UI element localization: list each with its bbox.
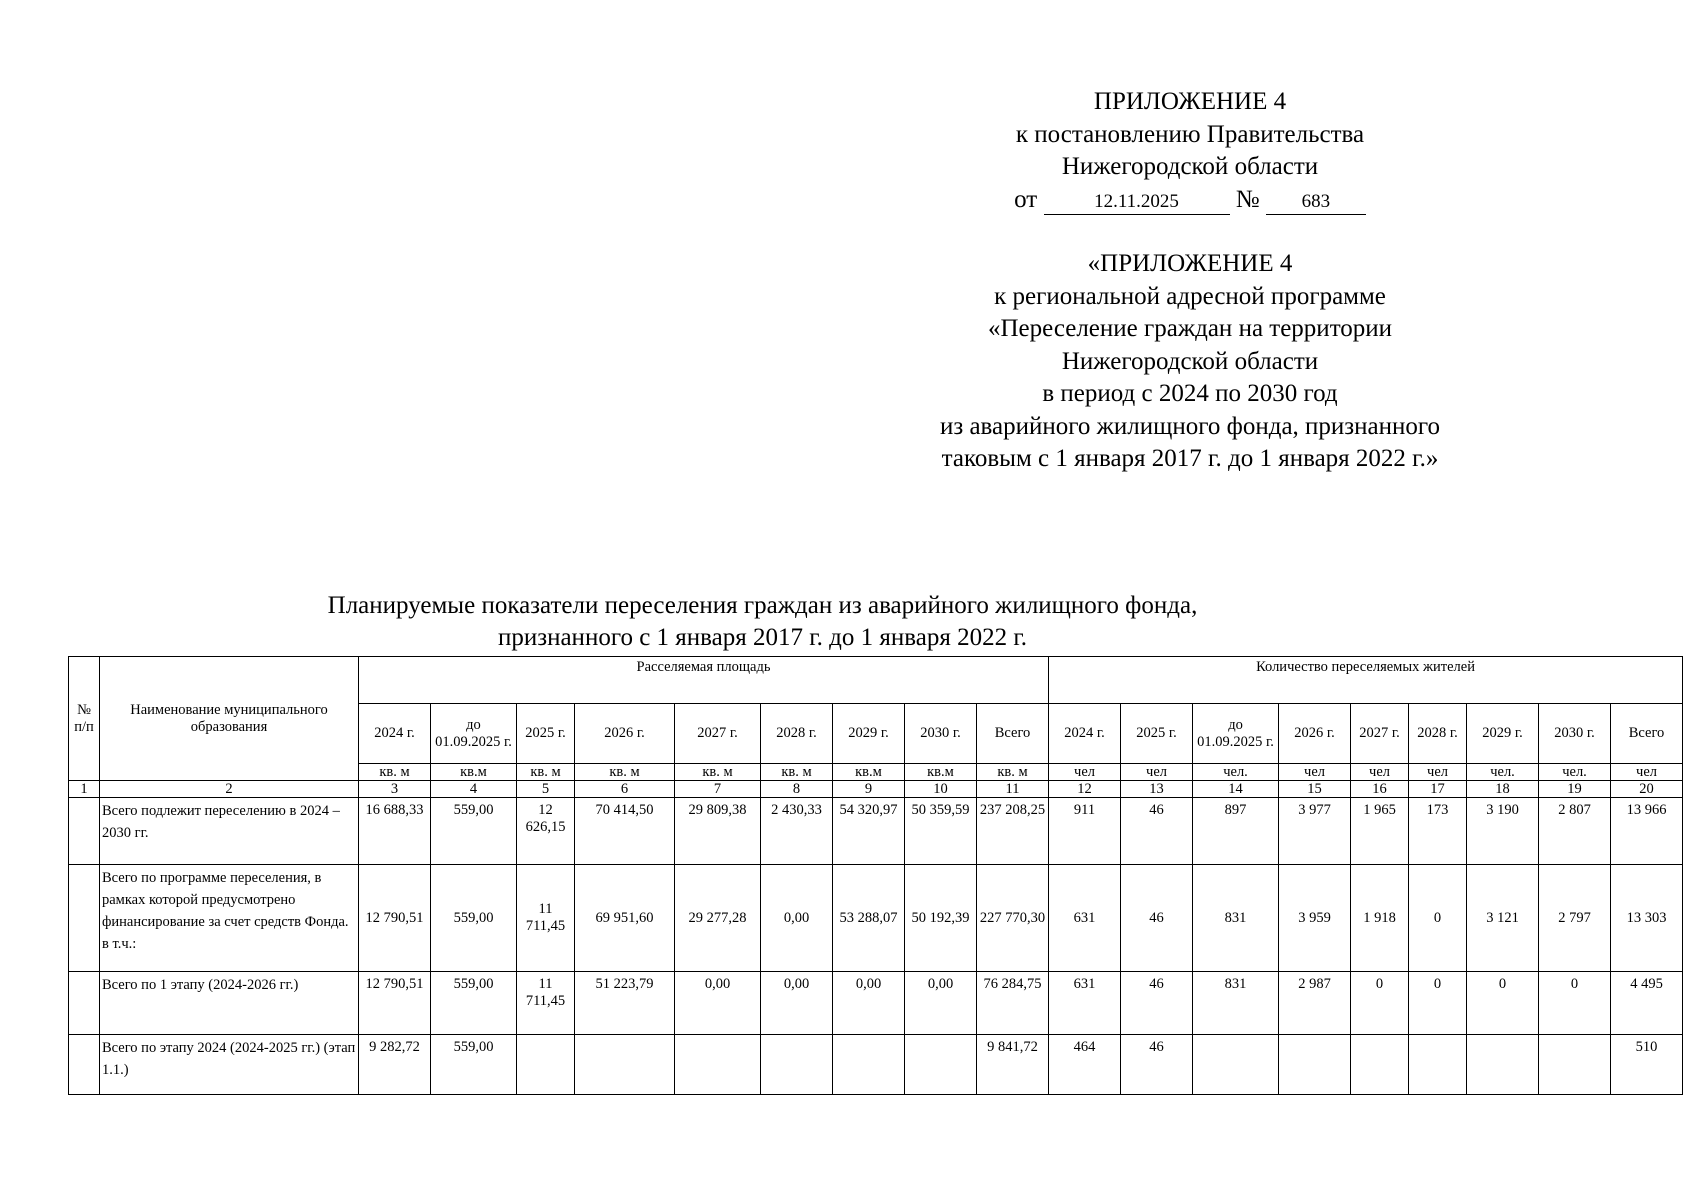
unit-cell: чел (1351, 764, 1409, 781)
col-number: 19 (1539, 781, 1611, 798)
program-line-1: «ПРИЛОЖЕНИЕ 4 (1087, 250, 1293, 277)
col-number: 17 (1409, 781, 1467, 798)
people-header: 2027 г. (1351, 704, 1409, 764)
appendix-header (900, 86, 1480, 476)
row-number-cell (69, 1035, 100, 1095)
value-cell: 0,00 (905, 972, 977, 1035)
unit-cell: кв. м (977, 764, 1049, 781)
row-name: Всего по программе переселения, в рамках которой предусмотрено финансирование за счет средств Фонда. в т.ч.: (100, 865, 359, 972)
number-sign: № (1235, 185, 1260, 213)
program-line-7: таковым с 1 января 2017 г. до 1 января 2022 г.» (941, 445, 1439, 472)
unit-cell: чел. (1193, 764, 1279, 781)
people-header: 2029 г. (1467, 704, 1539, 764)
col-number: 18 (1467, 781, 1539, 798)
col-number: 2 (100, 781, 359, 798)
appendix-date-line (900, 184, 1480, 217)
value-cell: 0,00 (761, 865, 833, 972)
value-cell: 29 809,38 (675, 798, 761, 865)
value-cell (1539, 1035, 1611, 1095)
value-cell: 13 966 (1611, 798, 1683, 865)
program-line-2: к региональной адресной программе (994, 282, 1386, 310)
value-cell: 1 965 (1351, 798, 1409, 865)
people-header: 2026 г. (1279, 704, 1351, 764)
area-header: 2024 г. (359, 704, 431, 764)
value-cell: 0,00 (833, 972, 905, 1035)
people-header: 2025 г. (1121, 704, 1193, 764)
value-cell: 12 790,51 (359, 972, 431, 1035)
unit-cell: чел. (1539, 764, 1611, 781)
value-cell: 3 959 (1279, 865, 1351, 972)
value-cell: 911 (1049, 798, 1121, 865)
value-cell: 54 320,97 (833, 798, 905, 865)
col-number: 10 (905, 781, 977, 798)
people-header: 2028 г. (1409, 704, 1467, 764)
people-header: 2024 г. (1049, 704, 1121, 764)
value-cell: 3 977 (1279, 798, 1351, 865)
value-cell: 29 277,28 (675, 865, 761, 972)
value-cell: 897 (1193, 798, 1279, 865)
area-header: 2028 г. (761, 704, 833, 764)
value-cell: 46 (1121, 865, 1193, 972)
col-number: 12 (1049, 781, 1121, 798)
value-cell: 70 414,50 (575, 798, 675, 865)
column-number-row (69, 781, 1683, 798)
value-cell: 16 688,33 (359, 798, 431, 865)
value-cell: 1 918 (1351, 865, 1409, 972)
unit-cell: чел (1409, 764, 1467, 781)
value-cell: 559,00 (431, 972, 517, 1035)
value-cell: 559,00 (431, 1035, 517, 1095)
table-title (0, 590, 1697, 654)
value-cell (1409, 1035, 1467, 1095)
value-cell: 0 (1467, 972, 1539, 1035)
value-cell: 9 282,72 (359, 1035, 431, 1095)
unit-cell: чел (1049, 764, 1121, 781)
area-header: Всего (977, 704, 1049, 764)
value-cell: 50 192,39 (905, 865, 977, 972)
value-cell (1193, 1035, 1279, 1095)
value-cell: 51 223,79 (575, 972, 675, 1035)
number-value: 683 (1266, 190, 1366, 215)
area-header: 2025 г. (517, 704, 575, 764)
value-cell (833, 1035, 905, 1095)
value-cell: 46 (1121, 1035, 1193, 1095)
col-number: 5 (517, 781, 575, 798)
unit-cell: кв.м (905, 764, 977, 781)
value-cell: 2 807 (1539, 798, 1611, 865)
value-cell: 11 711,45 (517, 972, 575, 1035)
group-header-row (69, 657, 1683, 704)
col-num-header: № п/п (69, 657, 100, 781)
value-cell: 173 (1409, 798, 1467, 865)
value-cell: 0 (1409, 972, 1467, 1035)
row-number-cell (69, 865, 100, 972)
col-number: 6 (575, 781, 675, 798)
unit-cell: чел (1121, 764, 1193, 781)
unit-cell: кв. м (517, 764, 575, 781)
value-cell: 631 (1049, 865, 1121, 972)
value-cell: 559,00 (431, 798, 517, 865)
value-cell: 0,00 (761, 972, 833, 1035)
unit-cell: кв. м (575, 764, 675, 781)
value-cell: 2 797 (1539, 865, 1611, 972)
value-cell: 0 (1409, 865, 1467, 972)
value-cell: 2 987 (1279, 972, 1351, 1035)
value-cell: 0 (1539, 972, 1611, 1035)
value-cell: 3 190 (1467, 798, 1539, 865)
value-cell: 53 288,07 (833, 865, 905, 972)
value-cell (1351, 1035, 1409, 1095)
value-cell: 50 359,59 (905, 798, 977, 865)
value-cell (1467, 1035, 1539, 1095)
col-number: 16 (1351, 781, 1409, 798)
value-cell: 12 626,15 (517, 798, 575, 865)
row-name: Всего по этапу 2024 (2024-2025 гг.) (этап 1.1.) (100, 1035, 359, 1095)
program-line-5: в период с 2024 по 2030 год (1042, 380, 1338, 407)
row-name: Всего по 1 этапу (2024-2026 гг.) (100, 972, 359, 1035)
people-header: до 01.09.2025 г. (1193, 704, 1279, 764)
appendix-line-2: к постановлению Правительства (1015, 120, 1365, 148)
program-line-4: Нижегородской области (1061, 347, 1319, 375)
value-cell: 11 711,45 (517, 865, 575, 972)
col-number: 11 (977, 781, 1049, 798)
area-header: 2030 г. (905, 704, 977, 764)
col-number: 14 (1193, 781, 1279, 798)
value-cell: 0 (1351, 972, 1409, 1035)
value-cell: 831 (1193, 865, 1279, 972)
row-number-cell (69, 972, 100, 1035)
area-header: 2026 г. (575, 704, 675, 764)
area-header: 2029 г. (833, 704, 905, 764)
date-value: 12.11.2025 (1044, 190, 1230, 215)
col-number: 4 (431, 781, 517, 798)
col-number: 13 (1121, 781, 1193, 798)
col-number: 8 (761, 781, 833, 798)
unit-cell: чел (1611, 764, 1683, 781)
unit-cell: чел. (1467, 764, 1539, 781)
value-cell: 46 (1121, 798, 1193, 865)
value-cell: 510 (1611, 1035, 1683, 1095)
value-cell: 3 121 (1467, 865, 1539, 972)
program-line-3: «Переселение граждан на территории (987, 315, 1393, 342)
value-cell (675, 1035, 761, 1095)
value-cell: 2 430,33 (761, 798, 833, 865)
col-number: 3 (359, 781, 431, 798)
value-cell (1279, 1035, 1351, 1095)
value-cell (575, 1035, 675, 1095)
value-cell: 237 208,25 (977, 798, 1049, 865)
unit-cell: кв. м (359, 764, 431, 781)
appendix-title: ПРИЛОЖЕНИЕ 4 (1093, 88, 1287, 115)
people-header: Всего (1611, 704, 1683, 764)
col-number: 15 (1279, 781, 1351, 798)
value-cell: 631 (1049, 972, 1121, 1035)
appendix-line-3: Нижегородской области (1061, 153, 1319, 180)
value-cell: 464 (1049, 1035, 1121, 1095)
value-cell: 46 (1121, 972, 1193, 1035)
unit-cell: кв. м (675, 764, 761, 781)
area-header: до 01.09.2025 г. (431, 704, 517, 764)
resettlement-table (68, 656, 1683, 1095)
table-title-line-2: признанного с 1 января 2017 г. до 1 января 2022 г. (497, 624, 1028, 651)
date-prefix: от (1014, 185, 1038, 213)
value-cell: 9 841,72 (977, 1035, 1049, 1095)
value-cell: 559,00 (431, 865, 517, 972)
unit-cell: кв.м (833, 764, 905, 781)
col-name-header: Наименование муниципального образования (100, 657, 359, 781)
value-cell: 227 770,30 (977, 865, 1049, 972)
row-name: Всего подлежит переселению в 2024 – 2030 гг. (100, 798, 359, 865)
group-people-header: Количество переселяемых жителей (1049, 657, 1683, 704)
group-area-header: Расселяемая площадь (359, 657, 1049, 704)
row-number-cell (69, 798, 100, 865)
value-cell (905, 1035, 977, 1095)
col-number: 7 (675, 781, 761, 798)
unit-cell: кв.м (431, 764, 517, 781)
col-number: 20 (1611, 781, 1683, 798)
table-row (69, 972, 1683, 1035)
unit-cell: кв. м (761, 764, 833, 781)
value-cell: 12 790,51 (359, 865, 431, 972)
table-title-line-1: Планируемые показатели переселения граждан из аварийного жилищного фонда, (327, 592, 1198, 619)
area-header: 2027 г. (675, 704, 761, 764)
value-cell (517, 1035, 575, 1095)
value-cell (761, 1035, 833, 1095)
col-number: 1 (69, 781, 100, 798)
value-cell: 4 495 (1611, 972, 1683, 1035)
value-cell: 69 951,60 (575, 865, 675, 972)
table-row (69, 798, 1683, 865)
col-number: 9 (833, 781, 905, 798)
value-cell: 13 303 (1611, 865, 1683, 972)
people-header: 2030 г. (1539, 704, 1611, 764)
value-cell: 0,00 (675, 972, 761, 1035)
value-cell: 76 284,75 (977, 972, 1049, 1035)
program-line-6: из аварийного жилищного фонда, признанного (939, 412, 1441, 440)
unit-cell: чел (1279, 764, 1351, 781)
table-row (69, 865, 1683, 972)
value-cell: 831 (1193, 972, 1279, 1035)
table-row (69, 1035, 1683, 1095)
